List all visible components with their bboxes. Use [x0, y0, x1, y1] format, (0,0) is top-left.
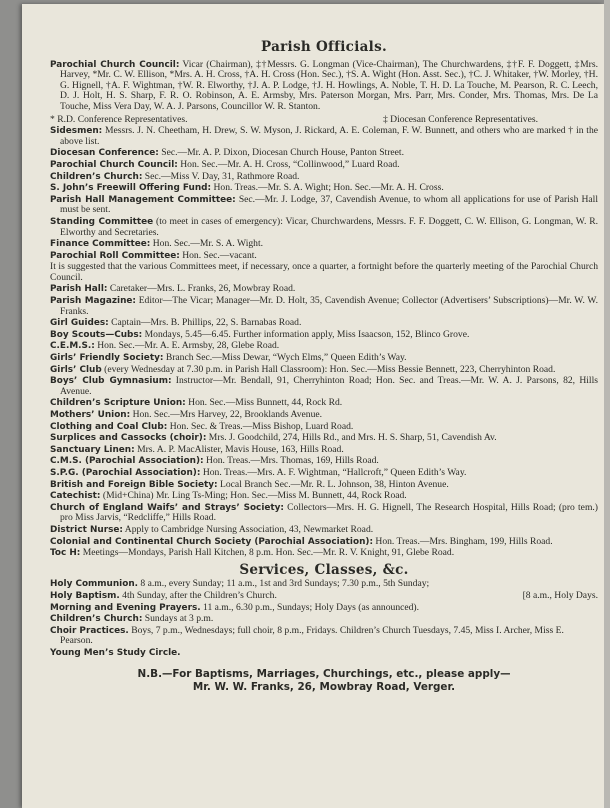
- entry-label: Girl Guides:: [50, 318, 109, 329]
- entry-text: Instructor—Mr. Bendall, 91, Cherryhinton Road; Hon. Sec. and Treas.—Mr. W. A. J. Parsons, 82, Hills Avenue.: [60, 375, 598, 397]
- entry-entries2-9: [50, 410, 598, 421]
- entry-text: Mondays, 5.45—6.45. Further information apply, Miss Isaacson, 152, Blinco Grove.: [144, 328, 470, 340]
- entry-text: (Mid+China) Mr. Ling Ts-Ming; Hon. Sec.—Miss M. Bunnett, 44, Rock Road.: [102, 490, 407, 502]
- entry-text: Mrs. A. P. MacAlister, Mavis House, 163, Hills Road.: [137, 443, 344, 455]
- entry-label: British and Foreign Bible Society:: [50, 479, 218, 490]
- entry-label: Holy Communion.: [50, 579, 139, 590]
- suggestion-note: It is suggested that the various Committees meet, if necessary, once a quarter, a fortnight before the quarterly meeting of the Parochial Church Council.: [50, 261, 598, 283]
- entry-label: Holy Baptism.: [50, 590, 120, 601]
- entry-entries2-5: [50, 353, 598, 364]
- entry-entries2-14: [50, 468, 598, 479]
- entry-entries2-2: [50, 318, 598, 329]
- entry-text: Collectors—Mrs. H. G. Hignell, The Research Hospital, Hills Road; (pro tem.) pro Miss Jarvis, “Redcliffe,” Hills Road.: [60, 501, 599, 524]
- entry-label: Sanctuary Linen:: [50, 444, 135, 455]
- entry-text: Hon. Sec.—Mr. A. E. Armsby, 28, Glebe Road.: [97, 340, 280, 352]
- services-section: [50, 579, 598, 658]
- entry-entries2-7: [50, 376, 598, 397]
- entry-text: Boys, 7 p.m., Wednesdays; full choir, 8 p.m., Fridays. Children’s Church Tuesdays, 7.45, Miss I. Archer, Miss E. Pearson.: [60, 624, 564, 647]
- entry-entries2-18: [50, 525, 598, 536]
- entry-text: Hon. Sec. & Treas.—Miss Bishop, Luard Road.: [169, 420, 354, 432]
- document-page: [22, 4, 604, 808]
- entry-label: Choir Practices.: [50, 625, 129, 636]
- entry-text: Hon. Sec.—Miss Bunnett, 44, Rock Rd.: [188, 397, 343, 409]
- entry-services-5: [50, 648, 598, 659]
- entry-text: Sec.—Miss V. Day, 31, Rathmore Road.: [144, 170, 300, 182]
- entry-right-text: [8 a.m., Holy Days.: [522, 589, 598, 601]
- diocesan-note: ‡ Diocesan Conference Representatives.: [382, 113, 538, 125]
- officials-section: [50, 60, 598, 113]
- entry-text: Hon. Sec.—Mrs Harvey, 22, Brooklands Avenue.: [132, 409, 323, 420]
- entry-entries2-6: [50, 365, 598, 376]
- entry-services-0: [50, 579, 598, 590]
- entry-label: Parochial Church Council:: [50, 159, 178, 170]
- entry-services-3: [50, 614, 598, 625]
- entry-label: Church of England Waifs’ and Strays’ Society:: [50, 502, 284, 513]
- entry-text: Hon. Treas.—Mr. S. A. Wight; Hon. Sec.—Mr. A. H. Cross.: [213, 182, 444, 194]
- entry-text: (every Wednesday at 7.30 p.m. in Parish Hall Classroom): Hon. Sec.—Miss Bessie Bennett, 223, Cherryhinton Road.: [104, 363, 556, 375]
- entry-entries-4: [50, 183, 598, 194]
- entries-section: [50, 126, 598, 261]
- entry-services-2: [50, 603, 598, 614]
- entry-entries-8: [50, 251, 598, 262]
- entry-entries-7: [50, 239, 598, 250]
- entry-entries2-0: [50, 284, 598, 295]
- entry-entries2-10: [50, 422, 598, 433]
- entry-label: Diocesan Conference:: [50, 148, 159, 159]
- entry-text: Apply to Cambridge Nursing Association, 43, Newmarket Road.: [124, 523, 374, 535]
- entry-label: Standing Committee: [50, 216, 154, 227]
- entry-text: Sec.—Mr. J. Lodge, 37, Cavendish Avenue, to whom all applications for use of Parish Hall must be sent.: [60, 193, 599, 216]
- entry-services-1: [50, 591, 598, 602]
- entry-text: 4th Sunday, after the Children’s Church.: [122, 589, 277, 601]
- notes-row: [50, 115, 598, 126]
- entry-label: Mothers’ Union:: [50, 410, 131, 420]
- entry-label: S. John’s Freewill Offering Fund:: [50, 183, 212, 194]
- entry-text: Hon. Sec.—Mr. A. H. Cross, “Collinwood,” Luard Road.: [180, 158, 400, 170]
- entry-text: Captain—Mrs. B. Phillips, 22, S. Barnabas Road.: [111, 317, 302, 329]
- entry-officials-0: [50, 60, 598, 113]
- page-title: Parish Officials.: [260, 39, 388, 55]
- entry-label: District Nurse:: [50, 524, 123, 535]
- entry-label: Parochial Roll Committee:: [50, 250, 180, 261]
- entry-text: Messrs. J. N. Cheetham, H. Drew, S. W. Myson, J. Rickard, A. E. Coleman, F. W. Bunnett, and others who are marked † in the above list.: [60, 125, 599, 147]
- entry-entries2-15: [50, 480, 598, 491]
- services-title: Services, Classes, &c.: [239, 561, 409, 578]
- entry-entries2-8: [50, 398, 598, 409]
- entry-entries2-16: [50, 491, 598, 502]
- entry-label: Parish Hall:: [50, 284, 108, 295]
- entry-entries-5: [50, 195, 598, 216]
- entry-label: Clothing and Coal Club:: [50, 421, 168, 432]
- entry-label: Boys’ Club Gymnasium:: [50, 376, 172, 387]
- entry-text: 8 a.m., every Sunday; 11 a.m., 1st and 3rd Sundays; 7.30 p.m., 5th Sunday;: [140, 578, 430, 590]
- entry-entries2-4: [50, 341, 598, 352]
- entry-label: C.M.S. (Parochial Association):: [50, 456, 204, 467]
- entry-label: Sidesmen:: [50, 126, 103, 137]
- entry-label: Girls’ Friendly Society:: [50, 353, 164, 364]
- entry-text: Editor—The Vicar; Manager—Mr. D. Holt, 35, Cavendish Avenue; Collector (Advertisers’ Subscriptions)—Mr. W. W. Franks.: [60, 295, 598, 317]
- entry-text: Caretaker—Mrs. L. Franks, 26, Mowbray Road.: [109, 283, 296, 295]
- entry-entries2-13: [50, 456, 598, 467]
- page-content: [50, 39, 599, 694]
- entry-text: Meetings—Mondays, Parish Hall Kitchen, 8 p.m. Hon. Sec.—Mr. R. V. Knight, 91, Glebe Road.: [82, 547, 455, 559]
- entry-label: Boy Scouts—Cubs:: [50, 329, 143, 340]
- entry-entries2-19: [50, 537, 598, 548]
- entry-label: Children’s Church:: [50, 614, 143, 625]
- entry-entries2-3: [50, 330, 598, 341]
- entry-label: Girls’ Club: [50, 364, 102, 375]
- entry-label: Parish Hall Management Committee:: [50, 194, 236, 205]
- entry-entries-1: [50, 148, 598, 159]
- entry-entries2-1: [50, 296, 598, 317]
- entries2-section: [50, 284, 598, 558]
- entry-text: Hon. Treas.—Mrs. Thomas, 169, Hills Road.: [206, 455, 379, 467]
- entry-entries-6: [50, 217, 598, 238]
- entry-entries2-17: [50, 503, 598, 524]
- entry-entries-2: [50, 160, 598, 171]
- entry-label: Colonial and Continental Church Society (Parochial Association):: [50, 536, 373, 547]
- entry-label: Children’s Scripture Union:: [50, 398, 186, 409]
- entry-text: Vicar (Chairman), ‡†Messrs. G. Longman (Vice-Chairman), The Churchwardens, ‡†F. F. Doggett, ‡Mrs. Harvey, *Mr. C. W. Ellison, *Mrs. A. H. Cross, †A. H. Cross (Hon. Sec.), †S. A. Wight (Hon. Asst. Sec.), †C. J. Whitaker, †W. Morley, †H. G. Hignell, †A. F. Wightman, †W. R. Elworthy, †J. A. P. Lodge, †J. H. Howlings, A. Noble, T. H. D. La Touche, M. Pearson, R. C. Leech, D. J. Holt, H. S. Sharp, F. R. O. Robinson, A. E. Armsby, Mrs. Paterson Morgan, Mrs. Parr, Mrs. Conder, Mrs. Thomas, Mrs. De La Touche, Miss Vera Day, W. A. J. Parsons, Councillor W. R. Stanton.: [60, 58, 599, 112]
- entry-entries2-12: [50, 445, 598, 456]
- entry-text: Sundays at 3 p.m.: [144, 613, 214, 625]
- entry-text: (to meet in cases of emergency): Vicar, Churchwardens, Messrs. F. F. Doggett, C. W. Ellison, G. Longman, W. R. Elworthy and Secretaries.: [60, 215, 598, 238]
- rd-note: * R.D. Conference Representatives.: [50, 113, 188, 125]
- entry-label: C.E.M.S.:: [50, 341, 95, 352]
- entry-text: Local Branch Sec.—Mr. R. L. Johnson, 38, Hinton Avenue.: [220, 478, 449, 490]
- entry-text: Mrs. J. Goodchild, 274, Hills Rd., and Mrs. H. S. Sharp, 51, Cavendish Av.: [208, 432, 497, 444]
- entry-label: Catechist:: [50, 491, 101, 502]
- entry-entries2-20: [50, 548, 598, 559]
- entry-text: Hon. Sec.—vacant.: [182, 249, 257, 261]
- entry-text: Sec.—Mr. A. P. Dixon, Diocesan Church House, Panton Street.: [161, 147, 404, 159]
- entry-text: Branch Sec.—Miss Dewar, “Wych Elms,” Queen Edith’s Way.: [165, 352, 407, 364]
- entry-label: Young Men’s Study Circle.: [50, 647, 181, 658]
- entry-label: Parish Magazine:: [50, 296, 136, 307]
- entry-text: 11 a.m., 6.30 p.m., Sundays; Holy Days (as announced).: [203, 601, 420, 613]
- entry-label: Morning and Evening Prayers.: [50, 602, 201, 613]
- entry-entries-0: [50, 126, 598, 147]
- entry-label: Children’s Church:: [50, 171, 143, 182]
- entry-services-4: [50, 626, 598, 647]
- entry-text: Hon. Treas.—Mrs. A. F. Wightman, “Hallcroft,” Queen Edith’s Way.: [202, 466, 467, 478]
- entry-text: Hon. Treas.—Mrs. Bingham, 199, Hills Road.: [375, 535, 553, 547]
- entry-entries2-11: [50, 433, 598, 444]
- entry-label: Finance Committee:: [50, 239, 151, 250]
- footer: [50, 668, 598, 694]
- entry-entries-3: [50, 172, 598, 183]
- entry-text: Hon. Sec.—Mr. S. A. Wight.: [152, 238, 264, 250]
- entry-label: S.P.G. (Parochial Association):: [50, 467, 201, 478]
- entry-label: Surplices and Cassocks (choir):: [50, 433, 207, 444]
- scan-edge: [604, 0, 610, 808]
- entry-label: Parochial Church Council:: [50, 59, 180, 70]
- entry-label: Toc H:: [50, 548, 81, 559]
- footer-line-2: Mr. W. W. Franks, 26, Mowbray Road, Verger.: [192, 681, 456, 694]
- footer-line-1: N.B.—For Baptisms, Marriages, Churchings, etc., please apply—: [137, 668, 511, 681]
